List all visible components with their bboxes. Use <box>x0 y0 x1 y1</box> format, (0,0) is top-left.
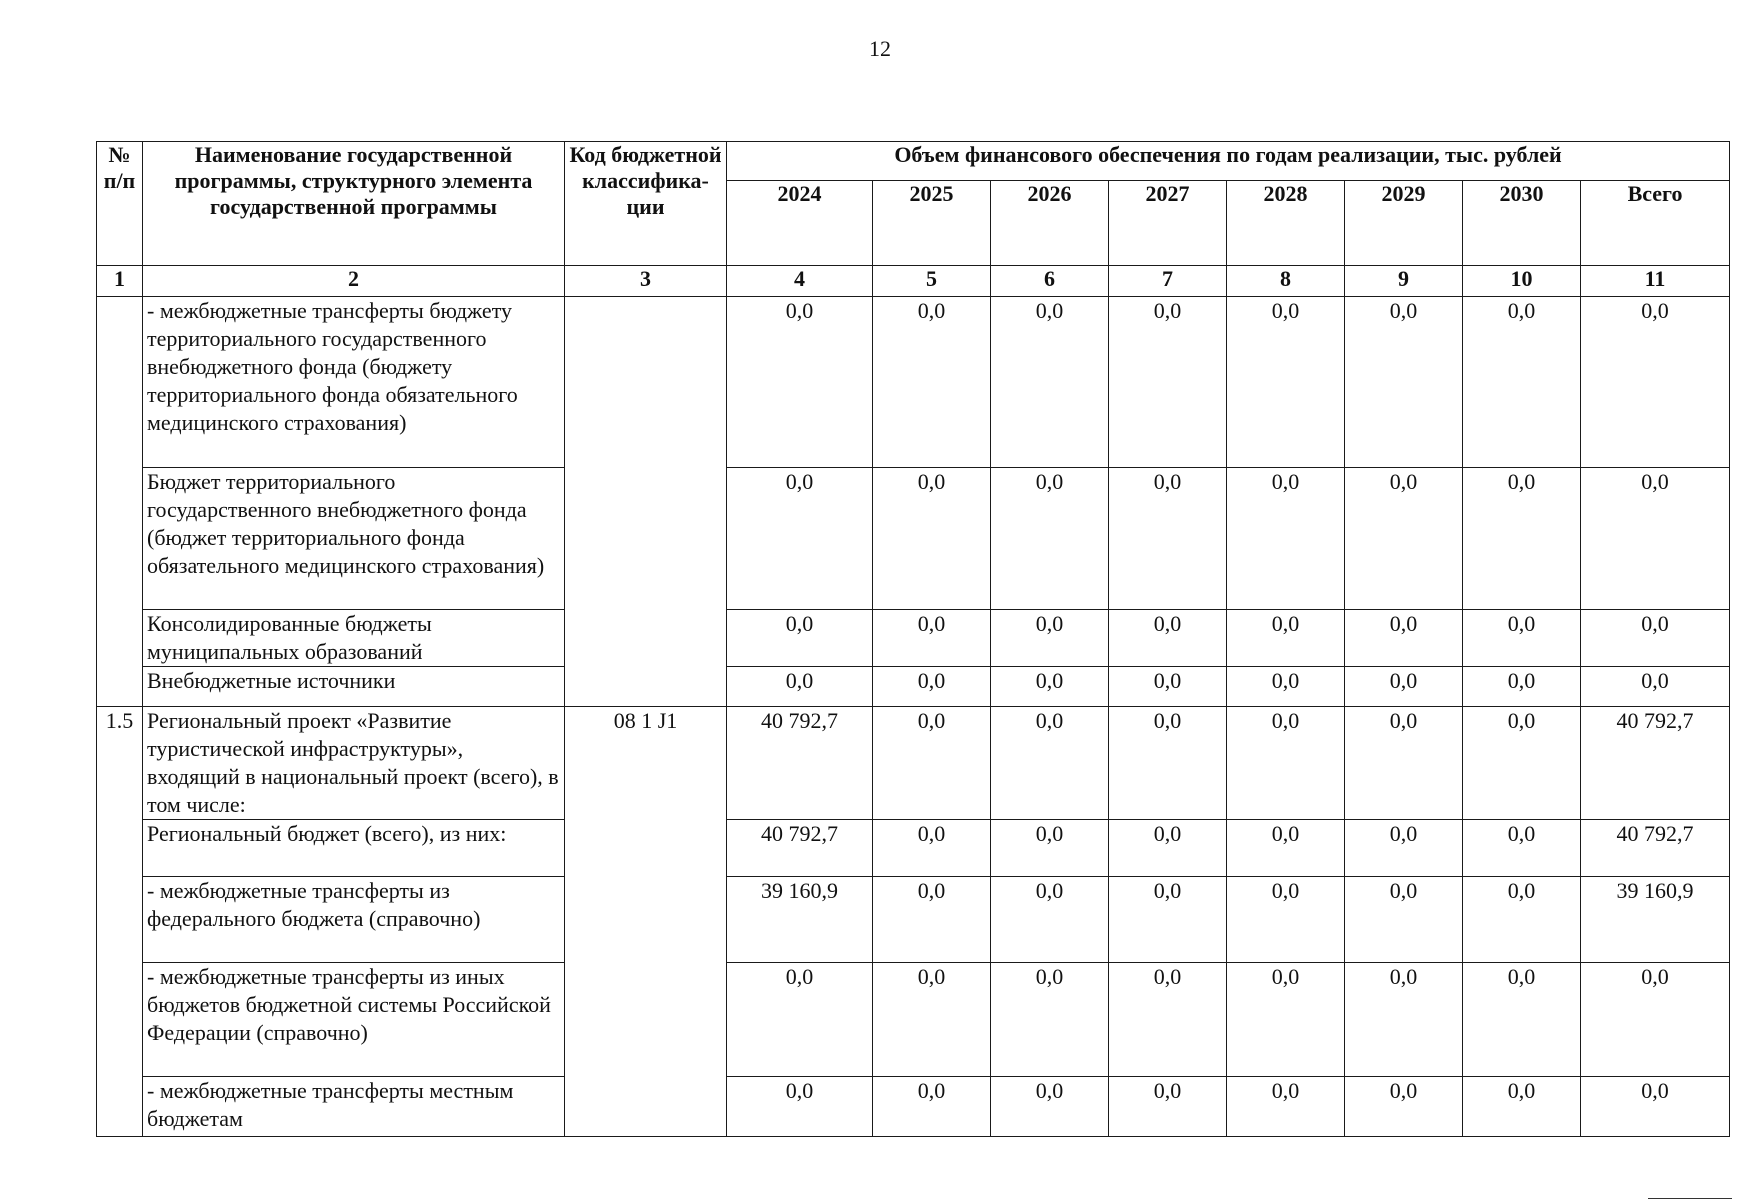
value-cell: 0,0 <box>1109 877 1227 963</box>
value-cell: 0,0 <box>1345 877 1463 963</box>
value-cell: 0,0 <box>1345 963 1463 1077</box>
column-number: 7 <box>1109 266 1227 297</box>
value-cell: 40 792,7 <box>727 707 873 820</box>
row-label: - межбюджетные трансферты местным бюджетам <box>143 1077 565 1137</box>
value-cell: 0,0 <box>1581 297 1730 468</box>
value-cell: 0,0 <box>991 1077 1109 1137</box>
column-number: 8 <box>1227 266 1345 297</box>
row-code-cell <box>565 297 727 707</box>
value-cell: 0,0 <box>1581 610 1730 667</box>
value-cell: 0,0 <box>727 667 873 707</box>
value-cell: 0,0 <box>1109 1077 1227 1137</box>
value-cell: 40 792,7 <box>1581 707 1730 820</box>
value-cell: 0,0 <box>873 667 991 707</box>
header-finance-volume: Объем финансового обеспечения по годам реализации, тыс. рублей <box>727 142 1730 181</box>
column-number: 2 <box>143 266 565 297</box>
row-label: Бюджет территориального государственного внебюджетного фонда (бюджет территориального фонда обязательного медицинского страхования) <box>143 468 565 610</box>
column-number: 4 <box>727 266 873 297</box>
value-cell: 0,0 <box>1463 297 1581 468</box>
value-cell: 0,0 <box>1227 468 1345 610</box>
value-cell: 0,0 <box>1109 707 1227 820</box>
value-cell: 0,0 <box>873 1077 991 1137</box>
header-year: 2025 <box>873 181 991 266</box>
row-label: Региональный бюджет (всего), из них: <box>143 820 565 877</box>
value-cell: 0,0 <box>1463 877 1581 963</box>
row-label: - межбюджетные трансферты из иных бюджетов бюджетной системы Российской Федерации (справочно) <box>143 963 565 1077</box>
value-cell: 39 160,9 <box>727 877 873 963</box>
value-cell: 0,0 <box>1227 820 1345 877</box>
value-cell: 0,0 <box>1345 707 1463 820</box>
value-cell: 0,0 <box>1463 963 1581 1077</box>
value-cell: 0,0 <box>873 468 991 610</box>
value-cell: 0,0 <box>727 963 873 1077</box>
value-cell: 0,0 <box>1581 667 1730 707</box>
value-cell: 0,0 <box>1227 297 1345 468</box>
column-number: 6 <box>991 266 1109 297</box>
footer-rule <box>1648 1198 1732 1199</box>
column-number: 11 <box>1581 266 1730 297</box>
value-cell: 0,0 <box>1463 667 1581 707</box>
value-cell: 0,0 <box>991 963 1109 1077</box>
value-cell: 0,0 <box>727 297 873 468</box>
row-label: - межбюджетные трансферты из федерального бюджета (справочно) <box>143 877 565 963</box>
value-cell: 0,0 <box>1463 820 1581 877</box>
value-cell: 0,0 <box>1227 667 1345 707</box>
value-cell: 0,0 <box>1227 610 1345 667</box>
column-number: 3 <box>565 266 727 297</box>
value-cell: 0,0 <box>1227 963 1345 1077</box>
row-label: Консолидированные бюджеты муниципальных образований <box>143 610 565 667</box>
value-cell: 0,0 <box>727 610 873 667</box>
column-number: 1 <box>97 266 143 297</box>
value-cell: 0,0 <box>873 877 991 963</box>
value-cell: 0,0 <box>1109 963 1227 1077</box>
value-cell: 0,0 <box>1463 707 1581 820</box>
column-number: 9 <box>1345 266 1463 297</box>
row-code-cell: 08 1 J1 <box>565 707 727 1137</box>
value-cell: 0,0 <box>1463 610 1581 667</box>
value-cell: 0,0 <box>1109 297 1227 468</box>
row-label: Региональный проект «Развитие туристической инфраструктуры», входящий в национальный проект (всего), в том числе: <box>143 707 565 820</box>
table-row <box>97 468 1730 610</box>
table-row <box>97 1077 1730 1137</box>
table-row <box>97 820 1730 877</box>
value-cell: 0,0 <box>991 610 1109 667</box>
value-cell: 0,0 <box>873 297 991 468</box>
value-cell: 0,0 <box>1227 707 1345 820</box>
row-label: - межбюджетные трансферты бюджету территориального государственного внебюджетного фонда (бюджету территориального фонда обязательного медицинского страхования) <box>143 297 565 468</box>
header-total: Всего <box>1581 181 1730 266</box>
value-cell: 0,0 <box>1345 468 1463 610</box>
header-year: 2024 <box>727 181 873 266</box>
value-cell: 0,0 <box>873 820 991 877</box>
value-cell: 0,0 <box>991 877 1109 963</box>
value-cell: 0,0 <box>873 963 991 1077</box>
value-cell: 0,0 <box>1345 1077 1463 1137</box>
value-cell: 0,0 <box>1345 820 1463 877</box>
value-cell: 0,0 <box>1345 667 1463 707</box>
value-cell: 0,0 <box>1345 297 1463 468</box>
value-cell: 0,0 <box>1345 610 1463 667</box>
value-cell: 0,0 <box>1227 1077 1345 1137</box>
table-row <box>97 610 1730 667</box>
header-year: 2027 <box>1109 181 1227 266</box>
table-row <box>97 297 1730 468</box>
header-year: 2029 <box>1345 181 1463 266</box>
value-cell: 0,0 <box>1227 877 1345 963</box>
value-cell: 0,0 <box>727 1077 873 1137</box>
table-row <box>97 877 1730 963</box>
column-number: 10 <box>1463 266 1581 297</box>
header-year: 2028 <box>1227 181 1345 266</box>
header-year: 2026 <box>991 181 1109 266</box>
value-cell: 0,0 <box>1581 468 1730 610</box>
page-number: 12 <box>869 36 891 61</box>
value-cell: 39 160,9 <box>1581 877 1730 963</box>
value-cell: 0,0 <box>873 707 991 820</box>
header-index: № п/п <box>97 142 143 266</box>
table-row <box>97 707 1730 820</box>
header-year: 2030 <box>1463 181 1581 266</box>
row-index-cell: 1.5 <box>97 707 143 1137</box>
value-cell: 0,0 <box>991 667 1109 707</box>
value-cell: 0,0 <box>1109 468 1227 610</box>
row-label: Внебюджетные источники <box>143 667 565 707</box>
value-cell: 0,0 <box>1109 667 1227 707</box>
value-cell: 0,0 <box>727 468 873 610</box>
value-cell: 40 792,7 <box>1581 820 1730 877</box>
value-cell: 40 792,7 <box>727 820 873 877</box>
value-cell: 0,0 <box>991 297 1109 468</box>
header-program-name: Наименование государственной программы, структурного элемента государственной программы <box>143 142 565 266</box>
table-row <box>97 963 1730 1077</box>
value-cell: 0,0 <box>1109 610 1227 667</box>
row-index-cell <box>97 297 143 707</box>
header-budget-code: Код бюджетной классифика-ции <box>565 142 727 266</box>
value-cell: 0,0 <box>991 820 1109 877</box>
value-cell: 0,0 <box>1109 820 1227 877</box>
column-number: 5 <box>873 266 991 297</box>
value-cell: 0,0 <box>1463 468 1581 610</box>
value-cell: 0,0 <box>1581 1077 1730 1137</box>
value-cell: 0,0 <box>991 468 1109 610</box>
value-cell: 0,0 <box>1463 1077 1581 1137</box>
budget-table <box>96 141 1730 1137</box>
value-cell: 0,0 <box>1581 963 1730 1077</box>
value-cell: 0,0 <box>873 610 991 667</box>
table-row <box>97 667 1730 707</box>
value-cell: 0,0 <box>991 707 1109 820</box>
